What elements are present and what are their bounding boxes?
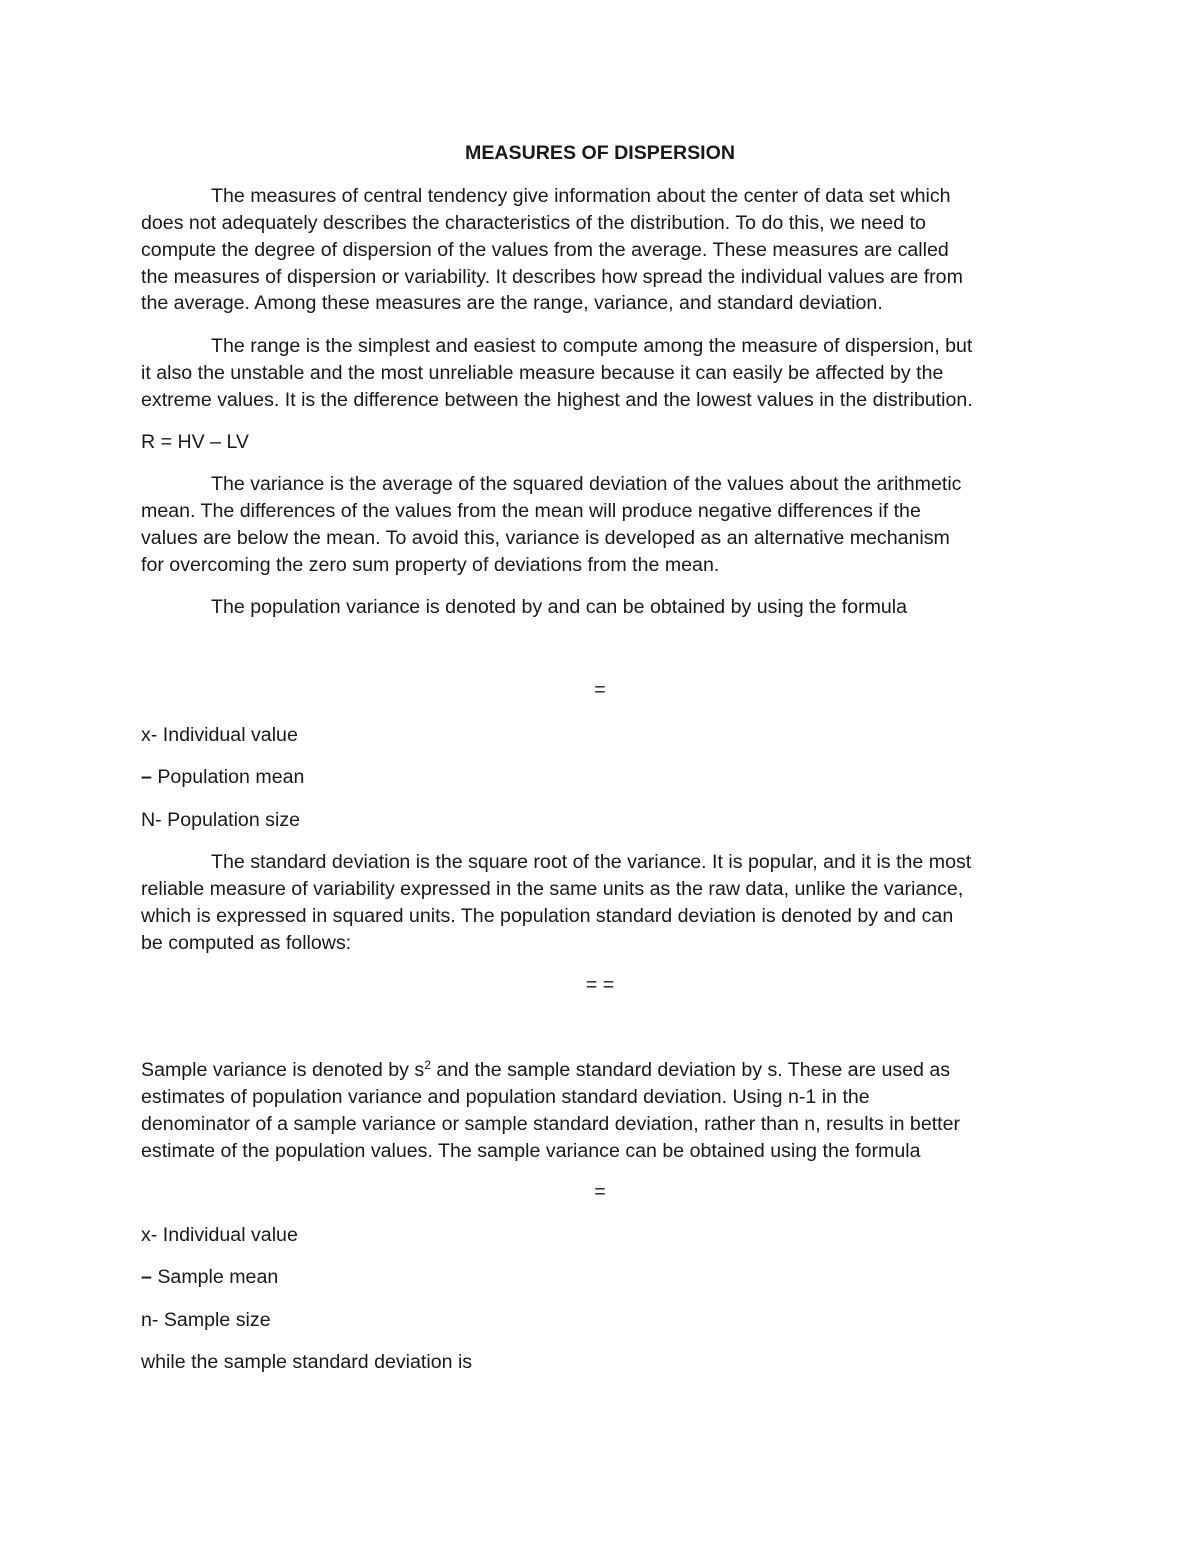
sample-variance-equation: = (594, 1181, 606, 1203)
mean-dash: – (141, 766, 152, 788)
paragraph-2-line-1: The range is the simplest and easiest to compute among the measure of dispersion, but (211, 335, 973, 357)
paragraph-6-line-1-start: Sample variance is denoted by s (141, 1059, 425, 1081)
paragraph-3-line-3: values are below the mean. To avoid this, variance is developed as an alternative mechanism (141, 527, 950, 549)
paragraph-2-line-2: it also the unstable and the most unreliable measure because it can easily be affected by the (141, 362, 944, 384)
closing-line: while the sample standard deviation is (141, 1351, 473, 1373)
page-title: MEASURES OF DISPERSION (465, 142, 735, 164)
paragraph-3-line-1: The variance is the average of the squared deviation of the values about the arithmetic (211, 473, 962, 495)
paragraph-2-line-3: extreme values. It is the difference between the highest and the lowest values in the distribution. (141, 389, 973, 411)
paragraph-5-line-4: be computed as follows: (141, 932, 352, 954)
paragraph-6-line-4: estimate of the population values. The sample variance can be obtained using the formula (141, 1140, 921, 1162)
paragraph-1-line-4: the measures of dispersion or variability. It describes how spread the individual values are from (141, 266, 963, 288)
paragraph-5-line-3: which is expressed in squared units. The population standard deviation is denoted by and can (141, 905, 954, 927)
paragraph-5-line-2: reliable measure of variability expressed in the same units as the raw data, unlike the variance, (141, 878, 964, 900)
paragraph-1-line-2: does not adequately describes the characteristics of the distribution. To do this, we need to (141, 212, 926, 234)
paragraph-1-line-1: The measures of central tendency give information about the center of data set which (211, 185, 951, 207)
paragraph-6-line-1-end: and the sample standard deviation by s. These are used as (430, 1059, 951, 1081)
legend-population-mean (141, 764, 304, 791)
range-formula: R = HV – LV (141, 431, 249, 453)
population-variance-equation: = (594, 679, 606, 701)
paragraph-6-line-3: denominator of a sample variance or sample standard deviation, rather than n, results in better (141, 1113, 961, 1135)
paragraph-6-line-2: estimates of population variance and population standard deviation. Using n-1 in the (141, 1086, 870, 1108)
legend-sample-mean (141, 1264, 278, 1291)
sample-mean-dash: – (141, 1266, 152, 1288)
paragraph-3-line-4: for overcoming the zero sum property of deviations from the mean. (141, 554, 720, 576)
population-sd-equation: = = (585, 974, 615, 996)
legend-population-mean-label: Population mean (151, 766, 305, 788)
legend-population-size: N- Population size (141, 809, 301, 831)
legend-individual-value: x- Individual value (141, 724, 298, 746)
legend-sample-mean-label: Sample mean (151, 1266, 279, 1288)
document-page (141, 0, 1071, 1553)
paragraph-1-line-3: compute the degree of dispersion of the values from the average. These measures are called (141, 239, 949, 261)
paragraph-4: The population variance is denoted by and can be obtained by using the formula (211, 596, 908, 618)
legend-sample-size: n- Sample size (141, 1309, 271, 1331)
legend-sample-individual-value: x- Individual value (141, 1224, 298, 1246)
paragraph-1-line-5: the average. Among these measures are the range, variance, and standard deviation. (141, 292, 883, 314)
squared-superscript: 2 (424, 1058, 431, 1072)
paragraph-5-line-1: The standard deviation is the square root of the variance. It is popular, and it is the most (211, 851, 972, 873)
paragraph-3-line-2: mean. The differences of the values from the mean will produce negative differences if the (141, 500, 921, 522)
paragraph-6-line-1 (141, 1057, 950, 1084)
